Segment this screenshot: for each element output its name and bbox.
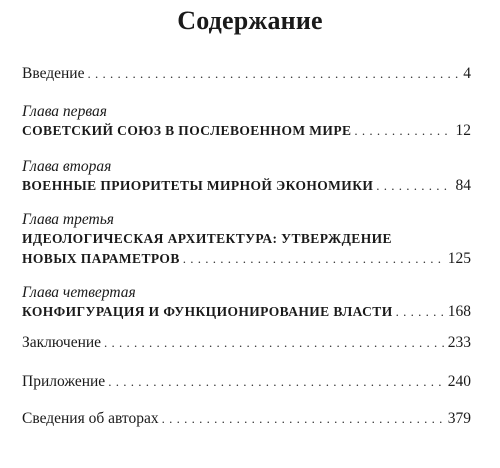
toc-entry-title-line-1: ИДЕОЛОГИЧЕСКАЯ АРХИТЕКТУРА: УТВЕРЖДЕНИЕ: [22, 231, 392, 246]
toc-entry-title-line-2: НОВЫХ ПАРАМЕТРОВ: [22, 251, 180, 266]
dot-leader: [396, 302, 444, 322]
dot-leader: [87, 64, 459, 84]
toc-page-number: 84: [455, 177, 471, 194]
page-title: Содержание: [177, 6, 323, 35]
toc-entry-title: Заключение: [22, 334, 102, 351]
toc-entry-title: СОВЕТСКИЙ СОЮЗ В ПОСЛЕВОЕННОМ МИРЕ: [22, 123, 352, 138]
toc-entry-title: Сведения об авторах: [22, 410, 159, 427]
chapter-label: Глава первая: [22, 103, 107, 120]
toc-entry-appendix[interactable]: [22, 372, 471, 392]
dot-leader: [108, 372, 444, 392]
toc-entry-about-authors[interactable]: [22, 409, 471, 429]
toc-page-number: 168: [447, 303, 471, 320]
toc-entry-conclusion[interactable]: [22, 333, 471, 353]
chapter-label: Глава четвертая: [22, 284, 136, 301]
dot-leader: [354, 121, 451, 141]
toc-page-number: 240: [447, 373, 471, 390]
toc-entry-chapter-1[interactable]: [22, 102, 471, 141]
toc-entry-chapter-4[interactable]: [22, 283, 471, 322]
toc-entry-title: ВОЕННЫЕ ПРИОРИТЕТЫ МИРНОЙ ЭКОНОМИКИ: [22, 178, 374, 193]
dot-leader: [162, 409, 444, 429]
toc-page-number: 4: [463, 65, 471, 82]
toc-entry-title: Введение: [22, 65, 85, 82]
toc-entry-introduction[interactable]: [22, 64, 471, 84]
toc-page-number: 233: [447, 334, 471, 351]
toc-entry-title: Приложение: [22, 373, 106, 390]
chapter-label: Глава третья: [22, 211, 115, 228]
toc-page-number: 379: [447, 410, 471, 427]
toc-entry-chapter-2[interactable]: [22, 157, 471, 196]
toc-page-number: 12: [455, 122, 471, 139]
dot-leader: [183, 249, 444, 269]
toc-entry-title: КОНФИГУРАЦИЯ И ФУНКЦИОНИРОВАНИЕ ВЛАСТИ: [22, 304, 393, 319]
dot-leader: [376, 176, 451, 196]
toc-entry-chapter-3[interactable]: [22, 210, 471, 269]
dot-leader: [104, 333, 444, 353]
chapter-label: Глава вторая: [22, 158, 112, 175]
toc-page-number: 125: [447, 250, 471, 267]
